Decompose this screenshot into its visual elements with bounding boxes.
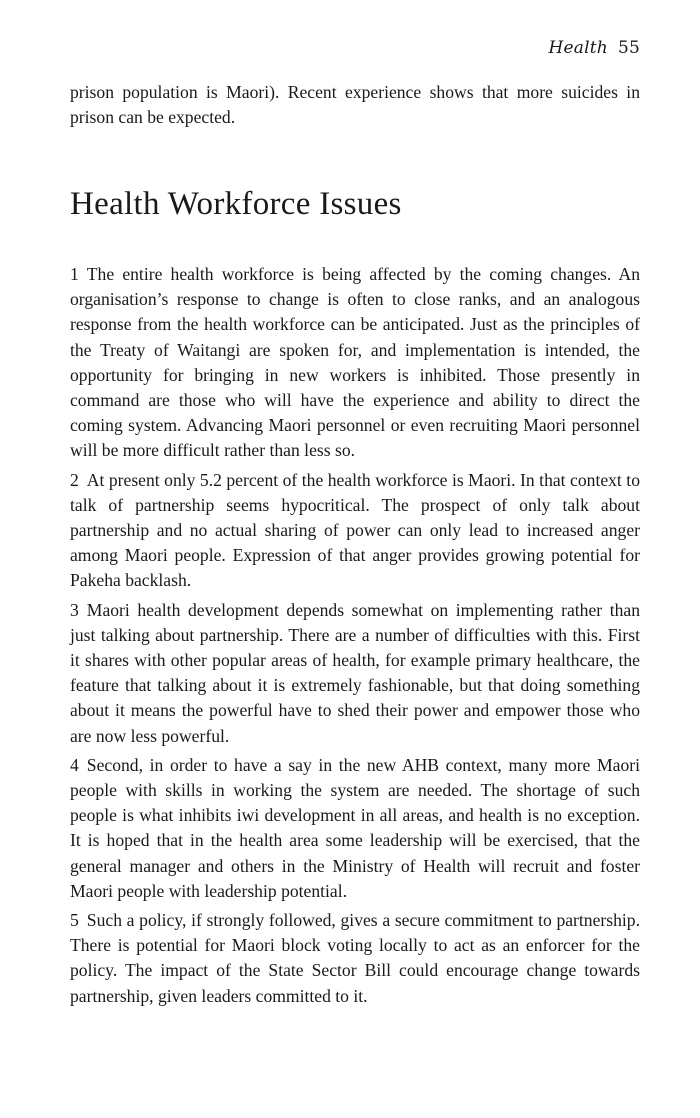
- paragraph-number: 2: [70, 469, 79, 490]
- paragraph-number: 3: [70, 599, 79, 620]
- page-number: 55: [617, 38, 640, 58]
- paragraph-text: The entire health workforce is being affected by the coming changes. An organisation’s response to change is often to close ranks, and an analogous response from the health workforce can be anticipated. Just as the principles of the Treaty of Waitangi are spoken for, and implementation is intended, the opportunity for bringing in new workers is inhibited. Those presently in command are those who will have the experience and ability to direct the coming system. Advancing Maori personnel or even recruiting Maori personnel will be more difficult rather than less so.: [70, 264, 640, 461]
- running-head-section: Health: [548, 38, 608, 58]
- paragraph-number: 5: [70, 910, 79, 931]
- section-heading: Health Workforce Issues: [70, 186, 402, 222]
- numbered-paragraphs: [70, 262, 640, 1013]
- numbered-paragraph: [70, 753, 640, 904]
- running-head: [549, 38, 641, 58]
- paragraph-text: At present only 5.2 percent of the health workforce is Maori. In that context to talk of partnership seems hypocritical. The prospect of only talk about partnership and no actual sharing of power can only lead to increased anger among Maori people. Expression of that anger provides growing potential for Pakeha backlash.: [70, 469, 640, 591]
- numbered-paragraph: [70, 598, 640, 749]
- numbered-paragraph: [70, 468, 640, 594]
- paragraph-text: Second, in order to have a say in the new AHB context, many more Maori people with skills in working the system are needed. The shortage of such people is what inhibits iwi development in all areas, and health is no exception. It is hoped that in the health area some leadership will be exercised, that the general manager and others in the Ministry of Health will recruit and foster Maori people with leadership potential.: [70, 754, 640, 901]
- numbered-paragraph: [70, 908, 640, 1009]
- paragraph-number: 4: [70, 754, 79, 775]
- numbered-paragraph: [70, 262, 640, 464]
- opening-paragraph: prison population is Maori). Recent experience shows that more suicides in prison can be expected.: [70, 82, 640, 128]
- paragraph-text: Maori health development depends somewhat on implementing rather than just talking about partnership. There are a number of difficulties with this. First it shares with other popular areas of health, for example primary healthcare, the feature that talking about it is extremely fashionable, but that doing something about it means the powerful have to shed their power and empower those who are now less powerful.: [70, 599, 640, 746]
- paragraph-number: 1: [70, 264, 79, 284]
- paragraph-text: Such a policy, if strongly followed, gives a secure commitment to partnership. There is potential for Maori block voting locally to act as an enforcer for the policy. The impact of the State Sector Bill could encourage change towards partnership, given leaders committed to it.: [70, 910, 640, 1006]
